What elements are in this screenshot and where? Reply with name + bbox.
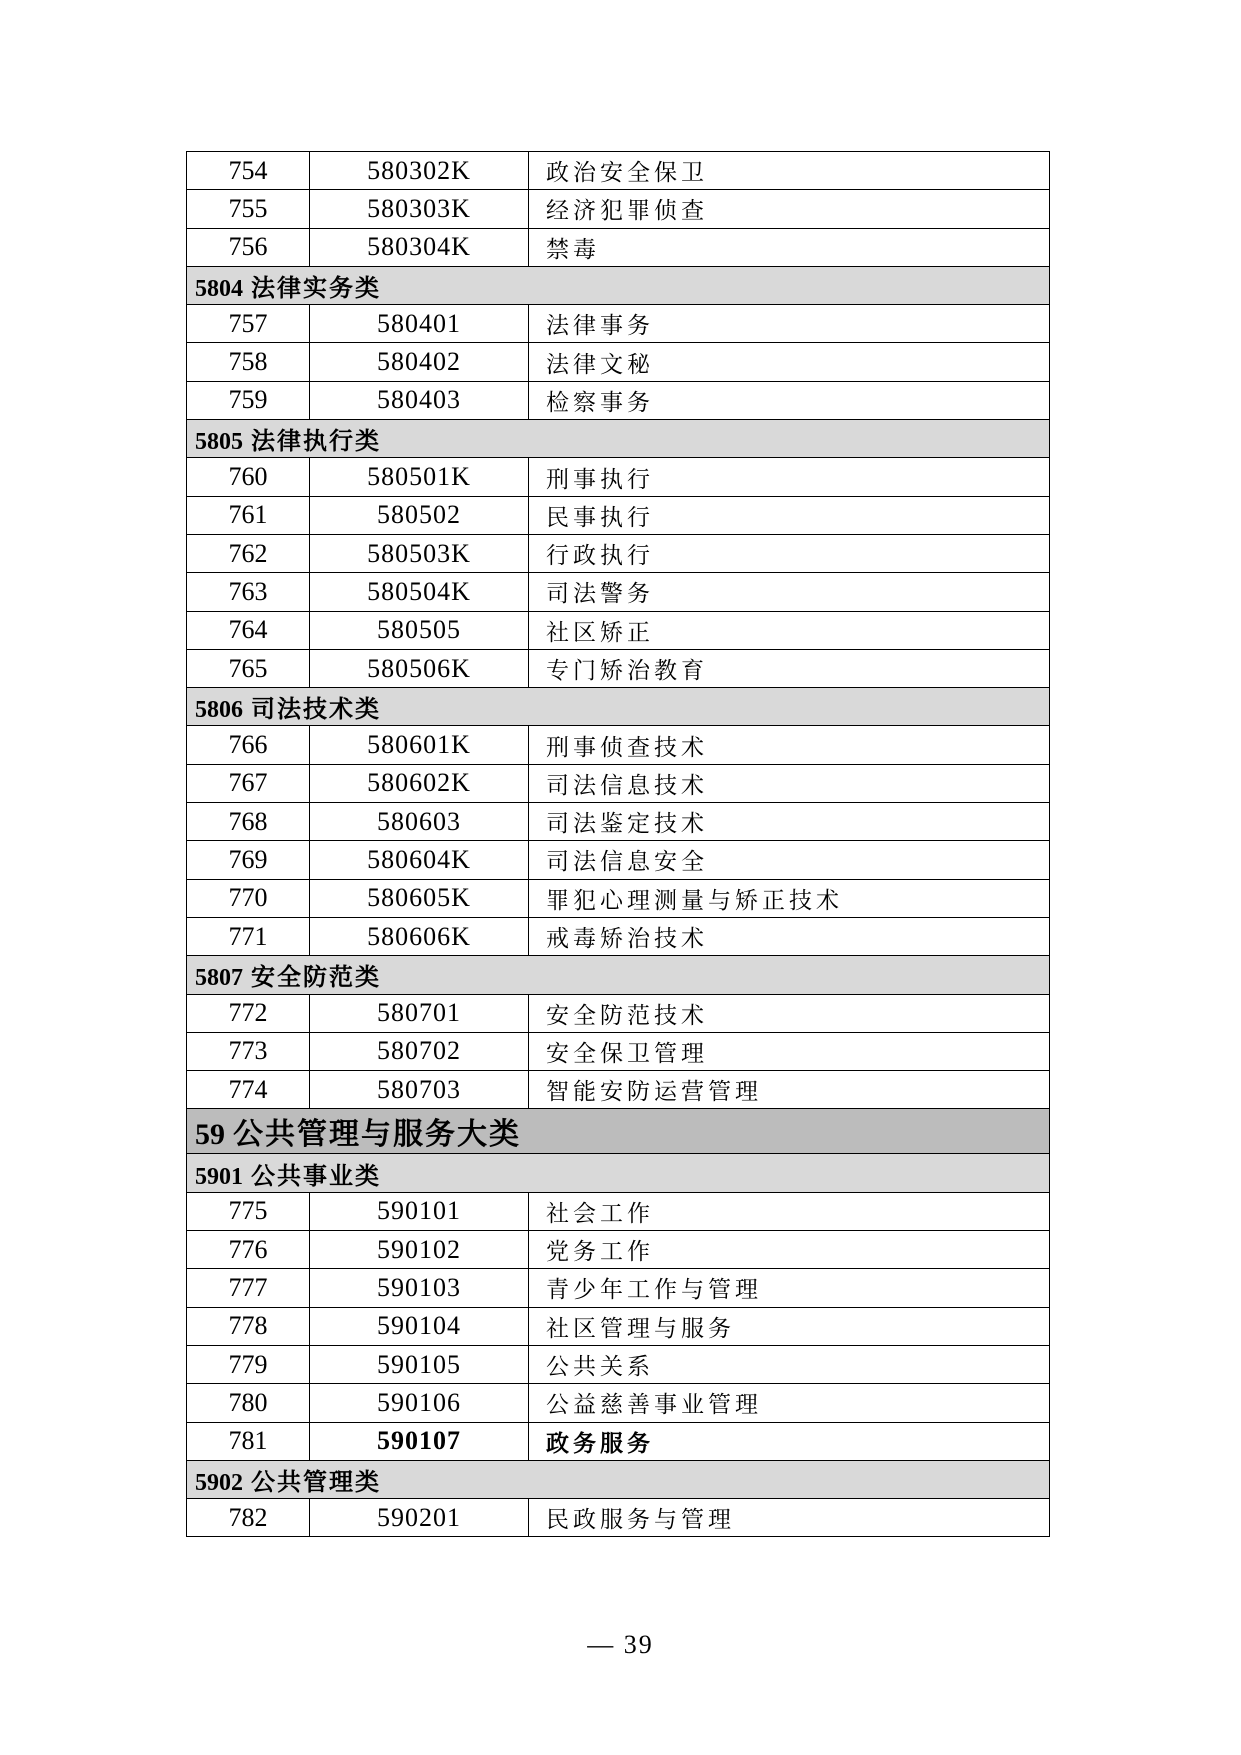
- sequence-cell: 775: [187, 1192, 310, 1230]
- sequence-cell: 776: [187, 1231, 310, 1269]
- code-cell: 580302K: [310, 152, 529, 190]
- page-number: — 39: [587, 1630, 654, 1659]
- code-cell: 580403: [310, 381, 529, 419]
- group-header-row: [187, 420, 1050, 458]
- code-cell: 580603: [310, 803, 529, 841]
- category-label: 安全防范类: [251, 965, 381, 992]
- sequence-cell: 758: [187, 343, 310, 381]
- subcategory-cell: [187, 1154, 1050, 1192]
- name-cell: 安全防范技术: [529, 994, 1050, 1032]
- name-cell: 专门矫治教育: [529, 649, 1050, 687]
- name-cell: 罪犯心理测量与矫正技术: [529, 879, 1050, 917]
- sequence-cell: 772: [187, 994, 310, 1032]
- category-number: 5805: [195, 429, 243, 456]
- code-cell: 580303K: [310, 190, 529, 228]
- name-cell: 司法信息技术: [529, 764, 1050, 802]
- code-cell: 580601K: [310, 726, 529, 764]
- category-number: 5807: [195, 965, 243, 992]
- code-cell: 580502: [310, 496, 529, 534]
- name-cell: 司法鉴定技术: [529, 803, 1050, 841]
- table-row: [187, 611, 1050, 649]
- category-label: 公共事业类: [251, 1163, 381, 1190]
- sequence-cell: 757: [187, 305, 310, 343]
- table-row: [187, 1192, 1050, 1230]
- name-cell: 行政执行: [529, 534, 1050, 572]
- code-cell: 590201: [310, 1499, 529, 1537]
- major-codes-table: [186, 151, 1050, 1537]
- name-cell: 法律事务: [529, 305, 1050, 343]
- table-row: [187, 1345, 1050, 1383]
- sequence-cell: 782: [187, 1499, 310, 1537]
- name-cell: 刑事侦查技术: [529, 726, 1050, 764]
- code-cell: 580703: [310, 1071, 529, 1109]
- table-row: [187, 228, 1050, 266]
- table-row: [187, 994, 1050, 1032]
- code-cell: 580602K: [310, 764, 529, 802]
- sequence-cell: 763: [187, 573, 310, 611]
- code-cell: 580701: [310, 994, 529, 1032]
- sequence-cell: 755: [187, 190, 310, 228]
- code-cell: 580605K: [310, 879, 529, 917]
- category-label: 公共管理类: [251, 1469, 381, 1496]
- table-row: [187, 1307, 1050, 1345]
- category-label: 法律实务类: [251, 276, 381, 303]
- code-cell: 580604K: [310, 841, 529, 879]
- sequence-cell: 760: [187, 458, 310, 496]
- sequence-cell: 769: [187, 841, 310, 879]
- table-row: [187, 1071, 1050, 1109]
- table-row: [187, 1032, 1050, 1070]
- major-category-cell: [187, 1109, 1050, 1154]
- table-row: [187, 152, 1050, 190]
- name-cell: 检察事务: [529, 381, 1050, 419]
- sequence-cell: 767: [187, 764, 310, 802]
- code-cell: 580505: [310, 611, 529, 649]
- name-cell: 民政服务与管理: [529, 1499, 1050, 1537]
- subcategory-cell: [187, 956, 1050, 994]
- category-number: 5804: [195, 276, 243, 303]
- name-cell: 禁毒: [529, 228, 1050, 266]
- code-cell: 580501K: [310, 458, 529, 496]
- table-row: [187, 1499, 1050, 1537]
- code-cell: 580402: [310, 343, 529, 381]
- sequence-cell: 765: [187, 649, 310, 687]
- sequence-cell: 773: [187, 1032, 310, 1070]
- table-row: [187, 1231, 1050, 1269]
- category-label: 法律执行类: [251, 429, 381, 456]
- sequence-cell: 770: [187, 879, 310, 917]
- sequence-cell: 766: [187, 726, 310, 764]
- category-label: 司法技术类: [251, 697, 381, 724]
- name-cell: 公共关系: [529, 1345, 1050, 1383]
- name-cell: 刑事执行: [529, 458, 1050, 496]
- name-cell: 社区管理与服务: [529, 1307, 1050, 1345]
- name-cell: 社区矫正: [529, 611, 1050, 649]
- table-row: [187, 917, 1050, 955]
- table-row: [187, 496, 1050, 534]
- table-row: [187, 726, 1050, 764]
- sequence-cell: 771: [187, 917, 310, 955]
- sequence-cell: 781: [187, 1422, 310, 1460]
- sequence-cell: 756: [187, 228, 310, 266]
- table-row: [187, 343, 1050, 381]
- group-header-row: [187, 1460, 1050, 1498]
- code-cell: 580606K: [310, 917, 529, 955]
- name-cell: 公益慈善事业管理: [529, 1384, 1050, 1422]
- name-cell: 经济犯罪侦查: [529, 190, 1050, 228]
- table-row: [187, 190, 1050, 228]
- table-row: [187, 381, 1050, 419]
- name-cell: 司法信息安全: [529, 841, 1050, 879]
- code-cell: 590104: [310, 1307, 529, 1345]
- subcategory-cell: [187, 1460, 1050, 1498]
- table-row: [187, 764, 1050, 802]
- name-cell: 司法警务: [529, 573, 1050, 611]
- name-cell: 青少年工作与管理: [529, 1269, 1050, 1307]
- group-header-row: [187, 1154, 1050, 1192]
- name-cell: 政务服务: [529, 1422, 1050, 1460]
- name-cell: 戒毒矫治技术: [529, 917, 1050, 955]
- table-row: [187, 305, 1050, 343]
- table-row: [187, 841, 1050, 879]
- table-row: [187, 1269, 1050, 1307]
- group-header-row: [187, 956, 1050, 994]
- sequence-cell: 774: [187, 1071, 310, 1109]
- sequence-cell: 764: [187, 611, 310, 649]
- table-row: [187, 1422, 1050, 1460]
- sequence-cell: 759: [187, 381, 310, 419]
- category-number: 5902: [195, 1469, 243, 1496]
- category-number: 59: [195, 1118, 225, 1152]
- code-cell: 580506K: [310, 649, 529, 687]
- category-label: 公共管理与服务大类: [233, 1118, 521, 1152]
- sequence-cell: 754: [187, 152, 310, 190]
- group-header-row: [187, 266, 1050, 304]
- sequence-cell: 777: [187, 1269, 310, 1307]
- name-cell: 政治安全保卫: [529, 152, 1050, 190]
- table-row: [187, 803, 1050, 841]
- code-cell: 590102: [310, 1231, 529, 1269]
- subcategory-cell: [187, 420, 1050, 458]
- sequence-cell: 780: [187, 1384, 310, 1422]
- code-cell: 580503K: [310, 534, 529, 572]
- table-row: [187, 879, 1050, 917]
- subcategory-cell: [187, 266, 1050, 304]
- code-cell: 590105: [310, 1345, 529, 1383]
- code-cell: 580702: [310, 1032, 529, 1070]
- major-header-row: [187, 1109, 1050, 1154]
- subcategory-cell: [187, 688, 1050, 726]
- code-cell: 580304K: [310, 228, 529, 266]
- name-cell: 法律文秘: [529, 343, 1050, 381]
- code-cell: 580401: [310, 305, 529, 343]
- category-number: 5806: [195, 697, 243, 724]
- sequence-cell: 778: [187, 1307, 310, 1345]
- sequence-cell: 762: [187, 534, 310, 572]
- table-row: [187, 458, 1050, 496]
- code-cell: 590101: [310, 1192, 529, 1230]
- sequence-cell: 779: [187, 1345, 310, 1383]
- name-cell: 民事执行: [529, 496, 1050, 534]
- code-cell: 590107: [310, 1422, 529, 1460]
- category-number: 5901: [195, 1163, 243, 1190]
- code-cell: 590103: [310, 1269, 529, 1307]
- name-cell: 安全保卫管理: [529, 1032, 1050, 1070]
- sequence-cell: 768: [187, 803, 310, 841]
- name-cell: 党务工作: [529, 1231, 1050, 1269]
- table-row: [187, 573, 1050, 611]
- code-cell: 580504K: [310, 573, 529, 611]
- table-row: [187, 649, 1050, 687]
- name-cell: 智能安防运营管理: [529, 1071, 1050, 1109]
- name-cell: 社会工作: [529, 1192, 1050, 1230]
- code-cell: 590106: [310, 1384, 529, 1422]
- sequence-cell: 761: [187, 496, 310, 534]
- table-row: [187, 1384, 1050, 1422]
- table-row: [187, 534, 1050, 572]
- group-header-row: [187, 688, 1050, 726]
